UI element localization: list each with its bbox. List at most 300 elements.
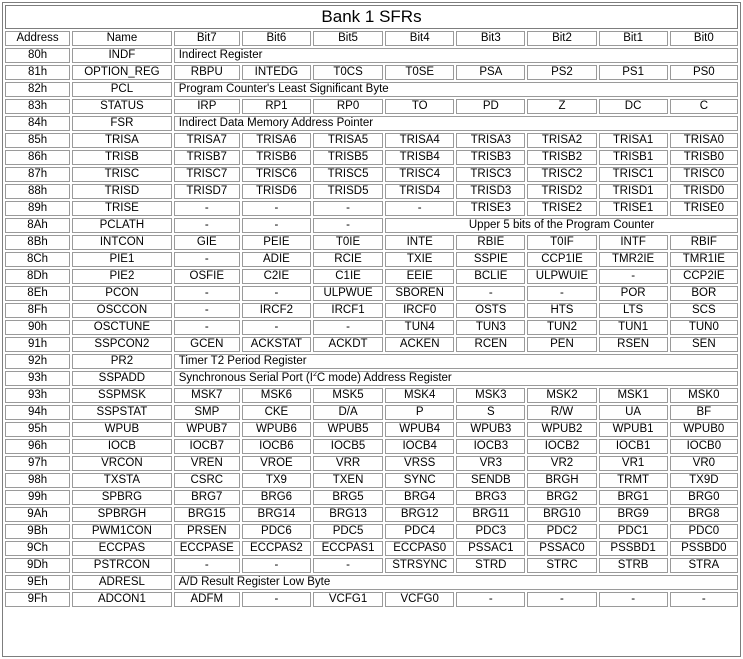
bit-cell: BRG15 [174,507,240,522]
bit-cell: BRG5 [313,490,383,505]
register-address: 81h [5,65,70,80]
bit-cell: VREN [174,456,240,471]
bit-cell: MSK6 [242,388,311,403]
bit-cell: SSPIE [456,252,525,267]
bit-cell: TRISD7 [174,184,240,199]
bit-cell: S [456,405,525,420]
header-bit0: Bit0 [670,31,738,46]
table-row [5,422,738,437]
bit-cell: TRISC3 [456,167,525,182]
header-bit2: Bit2 [527,31,596,46]
bank1-sfr-table [3,3,740,609]
bit-cell: CSRC [174,473,240,488]
table-row [5,201,738,216]
register-name: TRISA [72,133,172,148]
register-name: SPBRG [72,490,172,505]
table-row [5,388,738,403]
register-description [174,371,738,386]
bit-cell: BRG9 [599,507,668,522]
register-address: 94h [5,405,70,420]
table-title: Bank 1 SFRs [5,5,738,29]
bit-cell: MSK2 [527,388,596,403]
bit-cell: PDC1 [599,524,668,539]
bit-cell: RCEN [456,337,525,352]
bit-cell: CCP1IE [527,252,596,267]
header-bit5: Bit5 [313,31,383,46]
bit-cell: - [242,201,311,216]
bit-cell: TUN3 [456,320,525,335]
bit-cell: TRISA1 [599,133,668,148]
bit-cell: TRISD5 [313,184,383,199]
register-description: Indirect Data Memory Address Pointer [174,116,738,131]
bit-cell: PDC6 [242,524,311,539]
register-address: 83h [5,99,70,114]
bit-cell: TRISB1 [599,150,668,165]
bit-cell: IOCB1 [599,439,668,454]
register-address: 95h [5,422,70,437]
bit-cell: - [174,218,240,233]
bit-cell: CCP2IE [670,269,738,284]
bit-cell: TXIE [385,252,454,267]
bit-cell: STRC [527,558,596,573]
register-address: 84h [5,116,70,131]
bit-cell: TUN1 [599,320,668,335]
bit-cell: SBOREN [385,286,454,301]
bit-cell: BRGH [527,473,596,488]
register-address: 80h [5,48,70,63]
bit-cell: TRISA3 [456,133,525,148]
register-address: 89h [5,201,70,216]
table-row [5,541,738,556]
register-address: 8Bh [5,235,70,250]
bit-cell: VRSS [385,456,454,471]
bit-cell: BOR [670,286,738,301]
bit-cell: - [385,201,454,216]
table-row [5,558,738,573]
bit-cell: RCIE [313,252,383,267]
bit-cell: TXEN [313,473,383,488]
register-address: 99h [5,490,70,505]
bit-cell: T0CS [313,65,383,80]
bit-cell: SCS [670,303,738,318]
bit-cell: WPUB2 [527,422,596,437]
table-row [5,592,738,607]
bit-cell: - [599,269,668,284]
bit-cell: LTS [599,303,668,318]
bit-cell: PEN [527,337,596,352]
bit-cell: TRISB6 [242,150,311,165]
bit-cell: PS2 [527,65,596,80]
register-address: 8Eh [5,286,70,301]
bit-cell: TRISA0 [670,133,738,148]
bit-cell: TRISC0 [670,167,738,182]
bit-cell: GIE [174,235,240,250]
bit-cell: - [242,558,311,573]
bit-cell: MSK7 [174,388,240,403]
table-row [5,303,738,318]
bit-cell: BRG3 [456,490,525,505]
bit-cell: P [385,405,454,420]
register-name: VRCON [72,456,172,471]
bit-cell: POR [599,286,668,301]
bit-cell: C [670,99,738,114]
table-row [5,235,738,250]
table-row [5,48,738,63]
bit-cell: TRISA6 [242,133,311,148]
bit-cell: VCFG1 [313,592,383,607]
register-name: SSPCON2 [72,337,172,352]
register-address: 87h [5,167,70,182]
bit-cell: TRISC4 [385,167,454,182]
table-row [5,575,738,590]
description-text: C mode) Address Register [316,372,452,384]
register-address: 9Ah [5,507,70,522]
table-row [5,320,738,335]
table-row [5,116,738,131]
register-address: 9Dh [5,558,70,573]
bit-cell: MSK0 [670,388,738,403]
header-name: Name [72,31,172,46]
bit-cell: INTE [385,235,454,250]
table-row [5,167,738,182]
bit-cell: IOCB7 [174,439,240,454]
bit-cell: IOCB2 [527,439,596,454]
bit-cell: TRISB2 [527,150,596,165]
bit-cell: VR2 [527,456,596,471]
table-row [5,150,738,165]
table-row [5,99,738,114]
bit-cell: ULPWUE [313,286,383,301]
bit-cell: - [174,252,240,267]
register-name: TRISE [72,201,172,216]
bit-cell: PSSBD1 [599,541,668,556]
bit-cell: STRA [670,558,738,573]
register-name: PSTRCON [72,558,172,573]
bit-cell: PEIE [242,235,311,250]
bit-cell: ECCPAS1 [313,541,383,556]
bit-cell: ECCPAS2 [242,541,311,556]
bit-cell: IRP [174,99,240,114]
bit-cell: TRISC6 [242,167,311,182]
header-bit1: Bit1 [599,31,668,46]
register-name: IOCB [72,439,172,454]
bit-cell: BRG7 [174,490,240,505]
bit-cell: ACKSTAT [242,337,311,352]
register-name: PIE1 [72,252,172,267]
table-row [5,337,738,352]
bit-cell: - [174,320,240,335]
bit-cell: TRISC5 [313,167,383,182]
bit-cell: BRG11 [456,507,525,522]
bit-cell: TRISB5 [313,150,383,165]
bit-cell: VR3 [456,456,525,471]
register-address: 8Dh [5,269,70,284]
bit-cell: - [174,303,240,318]
header-bit3: Bit3 [456,31,525,46]
register-name: OSCCON [72,303,172,318]
bit-cell: TRMT [599,473,668,488]
bit-cell: TRISE2 [527,201,596,216]
bit-cell: TUN2 [527,320,596,335]
bit-cell: TMR2IE [599,252,668,267]
bit-cell: TRISD6 [242,184,311,199]
bit-cell: OSTS [456,303,525,318]
bit-cell: BRG14 [242,507,311,522]
bit-cell: IOCB6 [242,439,311,454]
register-description: Indirect Register [174,48,738,63]
bit-cell: IRCF0 [385,303,454,318]
bit-cell: - [527,286,596,301]
bit-cell: ACKEN [385,337,454,352]
table-row [5,439,738,454]
bit-cell: RBIF [670,235,738,250]
bit-cell: HTS [527,303,596,318]
register-address: 8Fh [5,303,70,318]
header-row [5,31,738,46]
bit-cell: INTEDG [242,65,311,80]
superscript-text: 2 [312,371,317,379]
register-name: PCL [72,82,172,97]
bit-cell: TRISD2 [527,184,596,199]
bit-cell: - [174,558,240,573]
bit-cell: ADFM [174,592,240,607]
table-row [5,371,738,386]
register-name: SSPADD [72,371,172,386]
table-row [5,252,738,267]
register-name: STATUS [72,99,172,114]
register-name: SSPSTAT [72,405,172,420]
bit-cell: TO [385,99,454,114]
bit-cell: - [313,558,383,573]
bit-cell: TRISD1 [599,184,668,199]
register-description: Timer T2 Period Register [174,354,738,369]
bit-cell: VCFG0 [385,592,454,607]
bit-cell: BF [670,405,738,420]
bit-cell: EEIE [385,269,454,284]
register-name: ADRESL [72,575,172,590]
bit-cell: TRISA5 [313,133,383,148]
table-row [5,218,738,233]
register-description: A/D Result Register Low Byte [174,575,738,590]
register-address: 92h [5,354,70,369]
table-row [5,490,738,505]
register-description: Program Counter's Least Significant Byte [174,82,738,97]
bit-cell: - [174,201,240,216]
bit-cell: Z [527,99,596,114]
bit-cell: - [174,286,240,301]
bit-cell: TUN0 [670,320,738,335]
table-row [5,286,738,301]
bit-cell: ECCPASE [174,541,240,556]
table-row [5,524,738,539]
bit-cell: WPUB4 [385,422,454,437]
register-name: TRISC [72,167,172,182]
register-name: ECCPAS [72,541,172,556]
bit-cell: TRISE0 [670,201,738,216]
table-row [5,184,738,199]
bit-cell: MSK4 [385,388,454,403]
title-row [5,5,738,29]
bit-cell: ACKDT [313,337,383,352]
register-name: TRISD [72,184,172,199]
bit-cell: RP0 [313,99,383,114]
register-address: 9Eh [5,575,70,590]
table-row [5,405,738,420]
bit-cell: TRISB7 [174,150,240,165]
register-name: PWM1CON [72,524,172,539]
bit-cell: TRISB3 [456,150,525,165]
register-address: 93h [5,371,70,386]
bit-cell: - [313,218,383,233]
bit-cell: PSSAC1 [456,541,525,556]
header-bit7: Bit7 [174,31,240,46]
register-address: 86h [5,150,70,165]
bit-cell: C2IE [242,269,311,284]
bit-cell: INTF [599,235,668,250]
bit-cell: PDC5 [313,524,383,539]
bit-cell: C1IE [313,269,383,284]
bit-cell: - [313,320,383,335]
bit-cell: IOCB3 [456,439,525,454]
bit-cell: MSK5 [313,388,383,403]
register-address: 85h [5,133,70,148]
bit-cell: RBIE [456,235,525,250]
bit-cell: - [670,592,738,607]
bit-cell: PS1 [599,65,668,80]
bit-cell: TRISA4 [385,133,454,148]
table-row [5,354,738,369]
bit-cell: ADIE [242,252,311,267]
bit-cell: SEN [670,337,738,352]
bit-cell: TRISB4 [385,150,454,165]
bit-cell: BRG6 [242,490,311,505]
bit-cell: PDC0 [670,524,738,539]
bit-cell: WPUB0 [670,422,738,437]
bit-cell: TRISB0 [670,150,738,165]
bit-cell: WPUB5 [313,422,383,437]
table-row [5,65,738,80]
bit-cell: PRSEN [174,524,240,539]
bit-cell: PDC2 [527,524,596,539]
bit-cell: TMR1IE [670,252,738,267]
bit-cell: DC [599,99,668,114]
bit-cell: RSEN [599,337,668,352]
bit-cell: TRISE1 [599,201,668,216]
table-row [5,473,738,488]
register-name: PR2 [72,354,172,369]
register-address: 8Ch [5,252,70,267]
bit-cell: IRCF2 [242,303,311,318]
bit-cell: - [242,286,311,301]
register-address: 88h [5,184,70,199]
bit-cell: - [456,286,525,301]
bit-cell: MSK3 [456,388,525,403]
register-name: SPBRGH [72,507,172,522]
bit-cell: SENDB [456,473,525,488]
bit-cell: IOCB5 [313,439,383,454]
header-address: Address [5,31,70,46]
register-name: OSCTUNE [72,320,172,335]
table-row [5,507,738,522]
bit-cell: TRISC1 [599,167,668,182]
bit-cell: UA [599,405,668,420]
bit-cell: TRISD3 [456,184,525,199]
bit-cell: BRG0 [670,490,738,505]
bit-cell: IOCB0 [670,439,738,454]
bit-cell: - [527,592,596,607]
bit-cell: D/A [313,405,383,420]
bit-cell: PDC4 [385,524,454,539]
bit-cell: PDC3 [456,524,525,539]
register-name: PCLATH [72,218,172,233]
bit-cell: PSA [456,65,525,80]
bit-cell: - [313,201,383,216]
register-address: 98h [5,473,70,488]
bit-cell: TX9D [670,473,738,488]
table-row [5,82,738,97]
register-name: FSR [72,116,172,131]
bit-cell: RP1 [242,99,311,114]
register-address: 9Bh [5,524,70,539]
bit-cell: VRR [313,456,383,471]
header-bit6: Bit6 [242,31,311,46]
bit-cell: TRISA2 [527,133,596,148]
bit-cell: ULPWUIE [527,269,596,284]
bit-cell: TRISD4 [385,184,454,199]
bit-cell: WPUB3 [456,422,525,437]
bit-cell: BCLIE [456,269,525,284]
bit-cell: VR1 [599,456,668,471]
bit-cell: BRG10 [527,507,596,522]
bit-cell: STRB [599,558,668,573]
register-address: 93h [5,388,70,403]
bit-cell: WPUB1 [599,422,668,437]
description-text: Synchronous Serial Port (I [178,372,313,384]
bit-cell: SYNC [385,473,454,488]
bit-cell: VR0 [670,456,738,471]
register-address: 8Ah [5,218,70,233]
bit-cell: WPUB6 [242,422,311,437]
bit-cell: BRG1 [599,490,668,505]
bit-cell: IRCF1 [313,303,383,318]
bit-cell: SMP [174,405,240,420]
bit-cell: OSFIE [174,269,240,284]
bit-cell: - [456,592,525,607]
bit-cell: BRG8 [670,507,738,522]
register-description: Upper 5 bits of the Program Counter [385,218,738,233]
bit-cell: STRSYNC [385,558,454,573]
table-row [5,133,738,148]
bit-cell: T0SE [385,65,454,80]
bit-cell: TUN4 [385,320,454,335]
bit-cell: PD [456,99,525,114]
bit-cell: - [242,218,311,233]
bit-cell: ECCPAS0 [385,541,454,556]
bit-cell: CKE [242,405,311,420]
sfr-table-frame [2,2,741,657]
bit-cell: BRG4 [385,490,454,505]
table-row [5,269,738,284]
bit-cell: BRG13 [313,507,383,522]
register-name: WPUB [72,422,172,437]
register-name: OPTION_REG [72,65,172,80]
bit-cell: - [242,592,311,607]
bit-cell: TX9 [242,473,311,488]
bit-cell: BRG2 [527,490,596,505]
register-address: 82h [5,82,70,97]
register-name: ADCON1 [72,592,172,607]
register-name: SSPMSK [72,388,172,403]
